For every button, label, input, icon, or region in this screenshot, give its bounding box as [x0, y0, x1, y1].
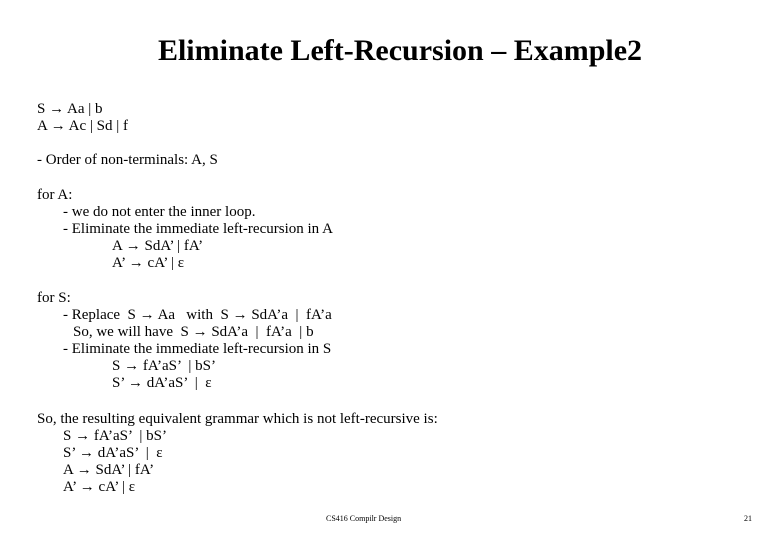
result-production-3: A → SdA’ | fA’: [63, 462, 155, 478]
slide-title: Eliminate Left-Recursion – Example2: [157, 34, 643, 67]
for-s-production-1: S → fA’aS’ | bS’: [112, 358, 216, 374]
for-s-heading: for S:: [37, 290, 71, 306]
for-s-production-2: S’ → dA’aS’ | ε: [112, 375, 212, 391]
footer-course: CS416 Compilr Design: [326, 514, 402, 523]
result-production-2: S’ → dA’aS’ | ε: [63, 445, 163, 461]
grammar-line-1: S → Aa | b: [37, 101, 103, 117]
order-line: - Order of non-terminals: A, S: [37, 152, 218, 168]
footer-page-number: 21: [744, 514, 752, 523]
for-a-step-1: - we do not enter the inner loop.: [63, 204, 256, 220]
result-production-1: S → fA’aS’ | bS’: [63, 428, 167, 444]
for-a-production-1: A → SdA’ | fA’: [112, 238, 204, 254]
grammar-line-2: A → Ac | Sd | f: [37, 118, 129, 134]
result-production-4: A’ → cA’ | ε: [63, 479, 136, 495]
for-a-heading: for A:: [37, 187, 73, 203]
for-a-production-2: A’ → cA’ | ε: [112, 255, 185, 271]
result-heading: So, the resulting equivalent grammar which is not left-recursive is:: [37, 411, 438, 427]
for-s-eliminate-line: - Eliminate the immediate left-recursion in S: [63, 341, 332, 357]
for-s-so-we-line: So, we will have S → SdA’a | fA’a | b: [73, 324, 314, 340]
for-s-replace-line: - Replace S → Aa with S → SdA’a | fA’a: [63, 307, 332, 323]
for-a-step-2: - Eliminate the immediate left-recursion in A: [63, 221, 333, 237]
